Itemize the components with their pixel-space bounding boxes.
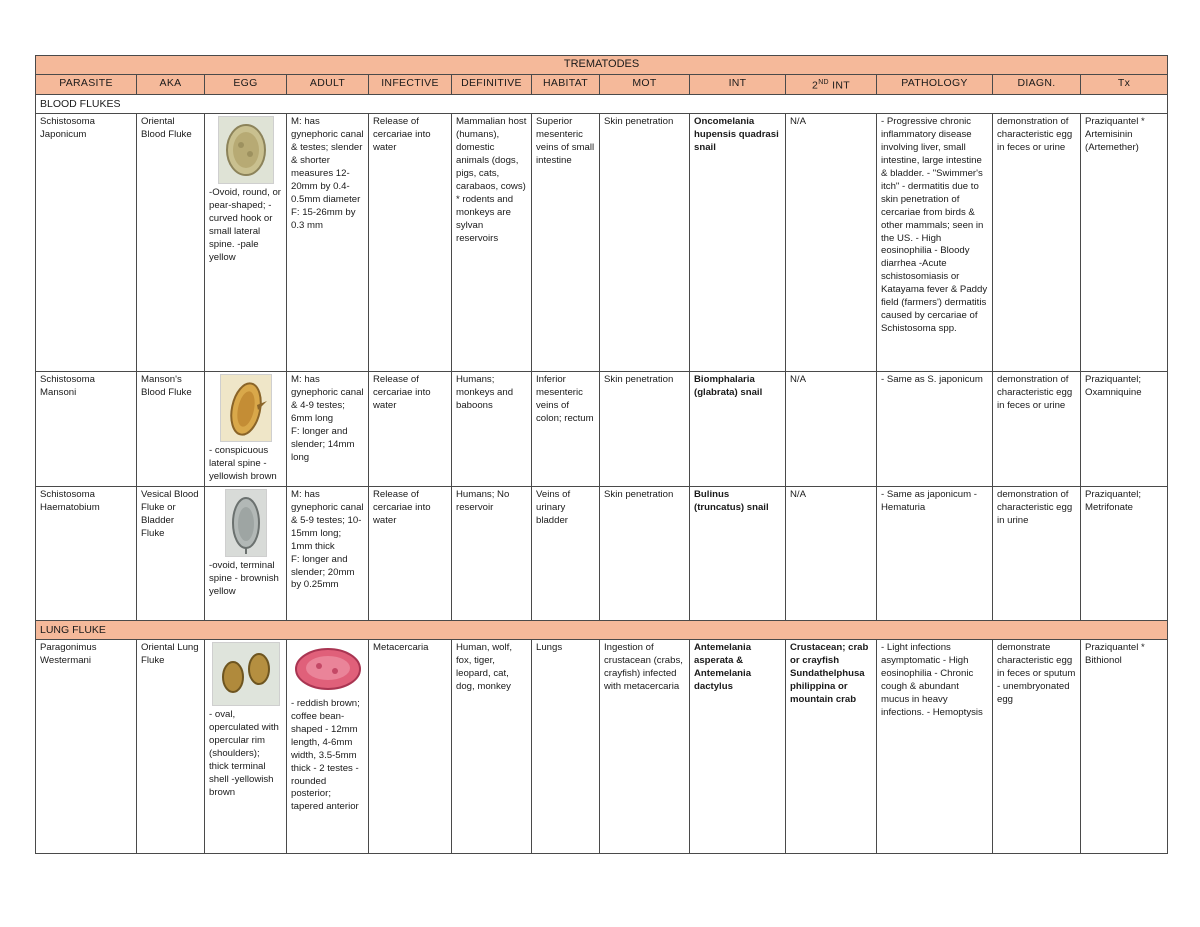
- cell-second-int: N/A: [786, 487, 877, 621]
- cell-mot: Skin penetration: [600, 487, 690, 621]
- header-mot: MOT: [600, 75, 690, 95]
- header-second-int-prefix: 2: [812, 79, 819, 92]
- table-row: [36, 487, 1168, 621]
- schistosoma-japonicum-egg-photo: [218, 116, 274, 184]
- egg-description: -ovoid, terminal spine - brownish yellow: [209, 560, 279, 597]
- cell-mot: Skin penetration: [600, 114, 690, 372]
- header-diagn: DIAGN.: [993, 75, 1081, 95]
- table-row: [36, 114, 1168, 372]
- cell-pathology: - Same as japonicum - Hematuria: [877, 487, 993, 621]
- cell-pathology: - Light infections asymptomatic - High eosinophilia - Chronic cough & abundant mucus in heavy infections. - Hemoptysis: [877, 640, 993, 854]
- group-label-lung-fluke: LUNG FLUKE: [36, 621, 1168, 640]
- table-title: TREMATODES: [36, 56, 1168, 75]
- header-parasite: PARASITE: [36, 75, 137, 95]
- cell-egg: [205, 372, 287, 487]
- adult-description: M: has gynephoric canal & 5-9 testes; 10-15mm long; 1mm thick F: longer and slender; 20mm by 0.25mm: [291, 489, 364, 591]
- cell-tx: Praziquantel; Oxamniquine: [1081, 372, 1168, 487]
- adult-description: M: has gynephoric canal & 4-9 testes; 6mm long F: longer and slender; 14mm long: [291, 374, 364, 463]
- header-second-int-suffix: INT: [828, 79, 850, 92]
- cell-pathology: - Same as S. japonicum: [877, 372, 993, 487]
- cell-habitat: Superior mesenteric veins of small intestine: [532, 114, 600, 372]
- cell-habitat: Lungs: [532, 640, 600, 854]
- cell-definitive: Humans; No reservoir: [452, 487, 532, 621]
- cell-int: Oncomelania hupensis quadrasi snail: [690, 114, 786, 372]
- cell-infective: Metacercaria: [369, 640, 452, 854]
- cell-adult: [287, 372, 369, 487]
- cell-second-int: Crustacean; crab or crayfish Sundathelphusa philippina or mountain crab: [786, 640, 877, 854]
- cell-int: Antemelania asperata & Antemelania dactylus: [690, 640, 786, 854]
- header-second-int-sup: ND: [818, 79, 829, 86]
- schistosoma-haematobium-egg-photo: [225, 489, 267, 557]
- header-aka: AKA: [137, 75, 205, 95]
- cell-definitive: Human, wolf, fox, tiger, leopard, cat, dog, monkey: [452, 640, 532, 854]
- header-habitat: HABITAT: [532, 75, 600, 95]
- cell-tx: Praziquantel * Artemisinin (Artemether): [1081, 114, 1168, 372]
- cell-aka: Oriental Blood Fluke: [137, 114, 205, 372]
- schistosoma-mansoni-egg-photo: [220, 374, 272, 442]
- cell-int: Bulinus (truncatus) snail: [690, 487, 786, 621]
- table-row: [36, 640, 1168, 854]
- header-tx: Tx: [1081, 75, 1168, 95]
- cell-second-int: N/A: [786, 372, 877, 487]
- cell-tx: Praziquantel * Bithionol: [1081, 640, 1168, 854]
- cell-int: Biomphalaria (glabrata) snail: [690, 372, 786, 487]
- header-pathology: PATHOLOGY: [877, 75, 993, 95]
- cell-aka: Oriental Lung Fluke: [137, 640, 205, 854]
- cell-habitat: Veins of urinary bladder: [532, 487, 600, 621]
- cell-parasite: Schistosoma Japonicum: [36, 114, 137, 372]
- group-row-blood-flukes: [36, 95, 1168, 114]
- adult-description: - reddish brown; coffee bean-shaped - 12mm length, 4-6mm width, 3.5-5mm thick - 2 testes - rounded posterior; tapered anterior: [291, 698, 360, 813]
- cell-habitat: Inferior mesenteric veins of colon; rectum: [532, 372, 600, 487]
- cell-infective: Release of cercariae into water: [369, 372, 452, 487]
- cell-mot: Skin penetration: [600, 372, 690, 487]
- header-definitive: DEFINITIVE: [452, 75, 532, 95]
- header-int: INT: [690, 75, 786, 95]
- column-header-row: [36, 75, 1168, 95]
- header-egg: EGG: [205, 75, 287, 95]
- group-label-blood-flukes: BLOOD FLUKES: [36, 95, 1168, 114]
- egg-description: - conspicuous lateral spine -yellowish brown: [209, 445, 277, 483]
- cell-aka: Vesical Blood Fluke or Bladder Fluke: [137, 487, 205, 621]
- cell-parasite: Schistosoma Mansoni: [36, 372, 137, 487]
- trematodes-table: [35, 55, 1168, 854]
- cell-egg: [205, 640, 287, 854]
- cell-aka: Manson's Blood Fluke: [137, 372, 205, 487]
- egg-description: - oval, operculated with opercular rim (shoulders); thick terminal shell -yellowish brown: [209, 709, 279, 798]
- header-adult: ADULT: [287, 75, 369, 95]
- cell-diagn: demonstration of characteristic egg in urine: [993, 487, 1081, 621]
- cell-parasite: Schistosoma Haematobium: [36, 487, 137, 621]
- cell-definitive: Mammalian host (humans), domestic animals (dogs, pigs, cats, carabaos, cows) * rodents and monkeys are sylvan reservoirs: [452, 114, 532, 372]
- cell-second-int: N/A: [786, 114, 877, 372]
- paragonimus-adult-photo: [293, 644, 363, 694]
- cell-infective: Release of cercariae into water: [369, 487, 452, 621]
- paragonimus-egg-photo: [212, 642, 280, 706]
- header-second-int: [786, 75, 877, 95]
- cell-definitive: Humans; monkeys and baboons: [452, 372, 532, 487]
- egg-description: -Ovoid, round, or pear-shaped; -curved hook or small lateral spine. -pale yellow: [209, 187, 281, 263]
- cell-parasite: Paragonimus Westermani: [36, 640, 137, 854]
- group-row-lung-fluke: [36, 621, 1168, 640]
- cell-diagn: demonstration of characteristic egg in feces or urine: [993, 114, 1081, 372]
- cell-infective: Release of cercariae into water: [369, 114, 452, 372]
- cell-adult: [287, 114, 369, 372]
- table-title-row: [36, 56, 1168, 75]
- cell-diagn: demonstrate characteristic egg in feces or sputum - unembryonated egg: [993, 640, 1081, 854]
- adult-description: M: has gynephoric canal & testes; slender & shorter measures 12-20mm by 0.4-0.5mm diameter F: 15-26mm by 0.3 mm: [291, 116, 364, 231]
- cell-pathology: - Progressive chronic inflammatory disease involving liver, small intestine, large intestine & bladder. - "Swimmer's itch" - dermatitis due to skin penetration of cercariae from birds & other mammals; seen in the US. - High eosinophilia - Bloody diarrhea -Acute schistosomiasis or Katayama fever & Paddy field (farmers') dermatitis caused by cercariae of Schistosoma spp.: [877, 114, 993, 372]
- cell-adult: [287, 640, 369, 854]
- cell-diagn: demonstration of characteristic egg in feces or urine: [993, 372, 1081, 487]
- cell-mot: Ingestion of crustacean (crabs, crayfish) infected with metacercaria: [600, 640, 690, 854]
- header-infective: INFECTIVE: [369, 75, 452, 95]
- cell-egg: [205, 487, 287, 621]
- cell-tx: Praziquantel; Metrifonate: [1081, 487, 1168, 621]
- cell-adult: [287, 487, 369, 621]
- cell-egg: [205, 114, 287, 372]
- table-row: [36, 372, 1168, 487]
